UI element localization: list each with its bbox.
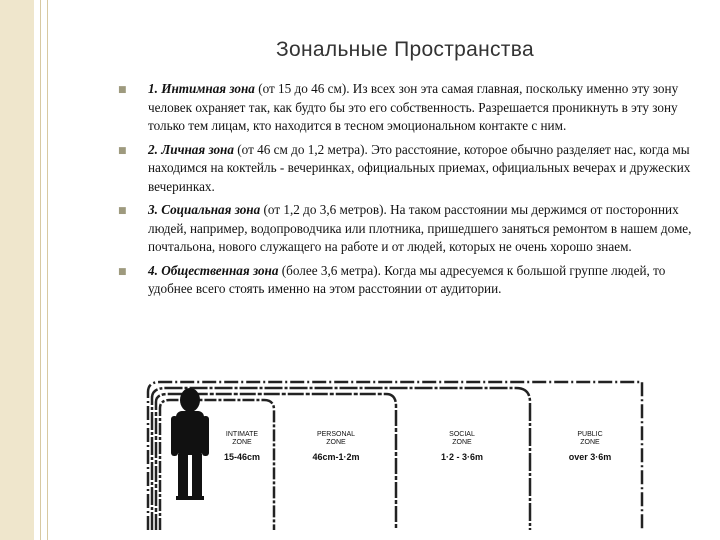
bullet-social-zone: [118, 201, 700, 257]
bullet-term: Общественная зона: [161, 262, 279, 278]
personal-zone-range: 46cm-1·2m: [312, 452, 360, 462]
bullet-list: [118, 80, 700, 304]
intimate-zone-range: 15-46cm: [223, 452, 261, 462]
public-zone-label: PUBLIC: [577, 431, 603, 438]
decorative-left-band: [0, 0, 34, 540]
bullet-number: 3.: [148, 202, 162, 217]
slide-title: Зональные Пространства: [276, 38, 534, 61]
personal-zone-label: PERSONAL: [316, 431, 356, 438]
bullet-intimate-zone: [118, 80, 700, 136]
zones-diagram: [146, 378, 646, 530]
bullet-number: 1.: [148, 81, 162, 96]
personal-zone-label-2: ZONE: [326, 439, 346, 446]
person-icon: [171, 388, 209, 500]
square-bullet-icon: ■: [118, 266, 127, 277]
decorative-left-line: [40, 0, 48, 540]
intimate-zone-label: INTIMATE: [225, 431, 259, 438]
bullet-public-zone: [118, 262, 700, 299]
bullet-number: 2.: [148, 141, 162, 157]
square-bullet-icon: ■: [118, 85, 127, 95]
square-bullet-icon: ■: [118, 145, 127, 156]
bullet-text: (от 1,2 до 3,6 метров). На таком расстоянии мы держимся от посторонних людей, например, водопроводчика или плотника, пришедшего заняться ремонтом в нашем доме, почтальона, нового служащего на работе и от людей, которых не очень хорошо знаем.: [148, 202, 692, 254]
bullet-term: Интимная зона: [161, 81, 255, 96]
bullet-text: (от 15 до 46 см). Из всех зон эта самая главная, поскольку именно эту зону человек охраняет так, как будто бы это его собственность. Разрешается проникнуть в эту зону только тем лицам, кто находится в тесном эмоциональном контакте с ним.: [148, 81, 679, 133]
bullet-term: Личная зона: [161, 141, 234, 157]
public-zone-range: over 3·6m: [568, 452, 612, 462]
public-zone-label-2: ZONE: [580, 439, 600, 446]
social-zone-label: SOCIAL: [449, 431, 475, 438]
bullet-personal-zone: [118, 141, 700, 197]
zones-diagram-svg: [146, 378, 646, 530]
social-zone-range: 1·2 - 3·6m: [440, 452, 484, 462]
bullet-text: (более 3,6 метра). Когда мы адресуемся к большой группе людей, то удобнее всего стоять именно на этом расстоянии от аудитории.: [148, 262, 666, 296]
bullet-text: (от 46 см до 1,2 метра). Это расстояние, которое обычно разделяет нас, когда мы находимся на коктейль - вечеринках, официальных приемах, официальных вечерах и дружеских вечеринках.: [148, 141, 691, 194]
intimate-zone-label-2: ZONE: [232, 439, 252, 446]
square-bullet-icon: ■: [118, 206, 127, 216]
bullet-number: 4.: [148, 262, 162, 278]
bullet-term: Социальная зона: [161, 202, 261, 217]
social-zone-label-2: ZONE: [452, 439, 472, 446]
